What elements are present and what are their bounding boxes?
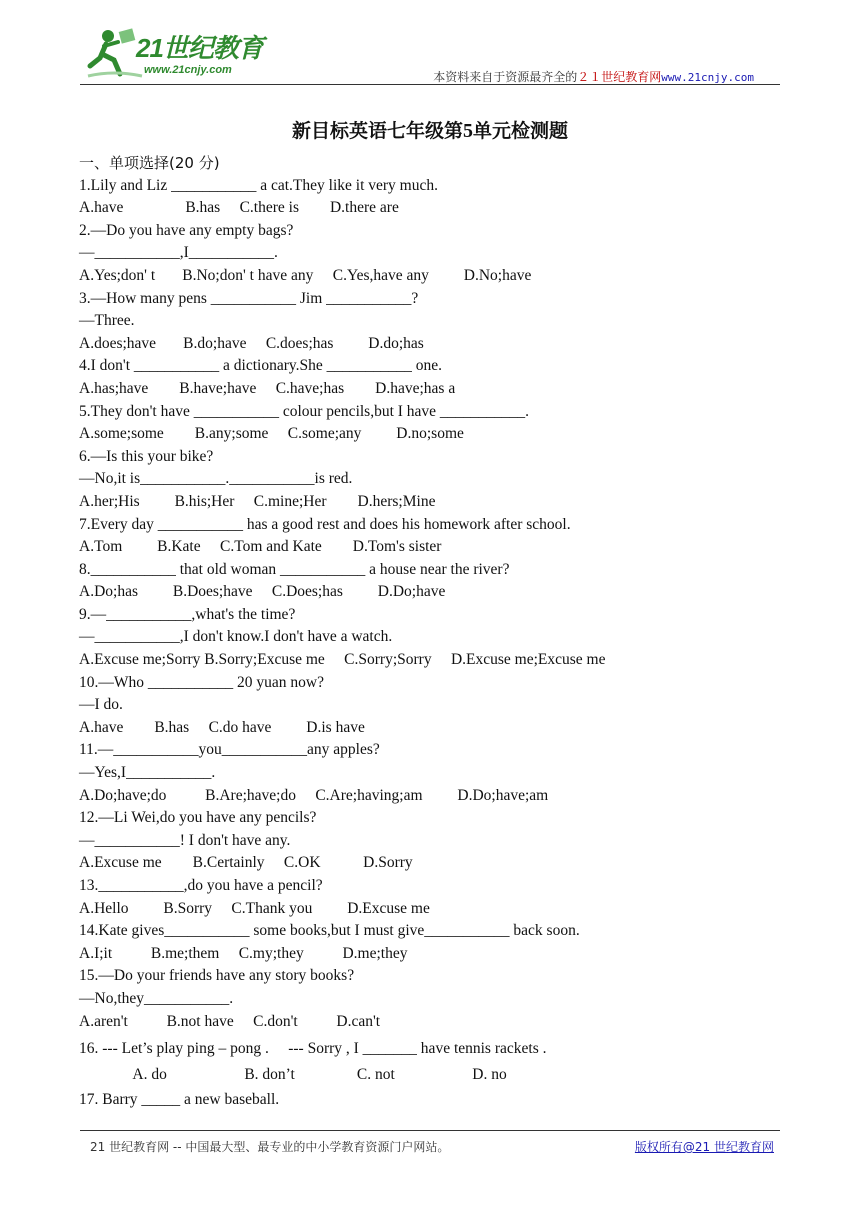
options-line: A.Do;have;do B.Are;have;do C.Are;having;am D.Do;have;am <box>79 786 549 804</box>
copyright-link[interactable]: 版权所有@21 世纪教育网 <box>634 1140 774 1154</box>
question-list <box>79 152 779 1113</box>
footer-divider <box>80 1130 780 1131</box>
question-line: —No,they___________. <box>79 989 234 1007</box>
section-heading: 一、单项选择(20 分) <box>79 154 220 172</box>
question-line: 5.They don't have ___________ colour pencils,but I have ___________. <box>79 402 530 420</box>
options-line: A.have B.has C.do have D.is have <box>79 718 365 736</box>
question-line: —I do. <box>79 696 123 714</box>
logo-text: 21世纪教育 <box>136 33 263 63</box>
options-line: A.Yes;don' t B.No;don' t have any C.Yes,have any D.No;have <box>79 266 532 284</box>
runner-logo-icon <box>84 26 144 84</box>
question-line: 15.—Do your friends have any story books? <box>79 967 355 985</box>
page-title <box>0 116 860 143</box>
page-header <box>0 0 860 90</box>
title-suffix: 单元检测题 <box>473 120 569 142</box>
options-line: A.Excuse me;Sorry B.Sorry;Excuse me C.Sorry;Sorry D.Excuse me;Excuse me <box>79 651 606 669</box>
options-line: A.Excuse me B.Certainly C.OK D.Sorry <box>79 854 413 872</box>
options-line: A. do B. don’t C. not D. no <box>79 1065 507 1083</box>
options-line: A.does;have B.do;have C.does;has D.do;has <box>79 334 424 352</box>
question-line: 13.___________,do you have a pencil? <box>79 877 323 894</box>
question-line: 9.—___________,what's the time? <box>79 605 296 623</box>
options-line: A.have B.has C.there is D.there are <box>79 199 399 217</box>
question-line: 1.Lily and Liz ___________ a cat.They like it very much. <box>79 176 438 194</box>
logo-url: www.21cnjy.com <box>144 64 232 76</box>
header-note-prefix: 本资料来自于资源最齐全的 <box>433 70 578 84</box>
question-line: 3.—How many pens ___________ Jim ___________? <box>79 289 419 307</box>
header-note-url[interactable]: www.21cnjy.com <box>661 71 754 84</box>
question-line: 11.—___________you___________any apples? <box>79 741 380 759</box>
options-line: A.Tom B.Kate C.Tom and Kate D.Tom's sister <box>79 538 442 556</box>
question-line: —No,it is___________.___________is red. <box>79 470 353 488</box>
question-line: 12.—Li Wei,do you have any pencils? <box>79 809 317 827</box>
question-line: 17. Barry _____ a new baseball. <box>79 1091 280 1109</box>
options-line: A.some;some B.any;some C.some;any D.no;some <box>79 425 464 443</box>
header-divider <box>80 84 780 85</box>
question-line: 6.—Is this your bike? <box>79 447 214 465</box>
title-prefix: 新目标英语七年级第 <box>291 120 463 142</box>
options-line: A.Hello B.Sorry C.Thank you D.Excuse me <box>79 899 430 917</box>
question-line: —Yes,I___________. <box>79 764 216 782</box>
site-logo <box>84 26 284 84</box>
header-note-site[interactable]: ２１世纪教育网 <box>577 70 662 84</box>
title-unit-number: 5 <box>463 120 473 142</box>
question-line: 8.___________ that old woman ___________ a house near the river? <box>79 560 510 578</box>
options-line: A.aren't B.not have C.don't D.can't <box>79 1012 381 1030</box>
header-note <box>433 68 754 85</box>
question-line: 14.Kate gives___________ some books,but I must give___________ back soon. <box>79 922 580 940</box>
question-line: —___________,I___________. <box>79 244 278 262</box>
question-line: —___________,I don't know.I don't have a watch. <box>79 628 393 646</box>
question-line: 2.—Do you have any empty bags? <box>79 221 294 239</box>
options-line: A.Do;has B.Does;have C.Does;has D.Do;have <box>79 583 446 601</box>
options-line: A.her;His B.his;Her C.mine;Her D.hers;Mine <box>79 492 436 510</box>
question-line: 16. --- Let’s play ping – pong . --- Sorry , I _______ have tennis rackets . <box>79 1040 547 1058</box>
options-line: A.has;have B.have;have C.have;has D.have;has a <box>79 379 456 397</box>
question-line: 7.Every day ___________ has a good rest and does his homework after school. <box>79 515 571 533</box>
question-line: 4.I don't ___________ a dictionary.She ___________ one. <box>79 357 442 375</box>
question-line: 10.—Who ___________ 20 yuan now? <box>79 673 324 691</box>
options-line: A.I;it B.me;them C.my;they D.me;they <box>79 944 408 962</box>
question-line: —Three. <box>79 312 135 330</box>
footer-text: 21 世纪教育网 -- 中国最大型、最专业的中小学教育资源门户网站。 <box>90 1140 450 1154</box>
question-line: —___________! I don't have any. <box>79 831 291 849</box>
